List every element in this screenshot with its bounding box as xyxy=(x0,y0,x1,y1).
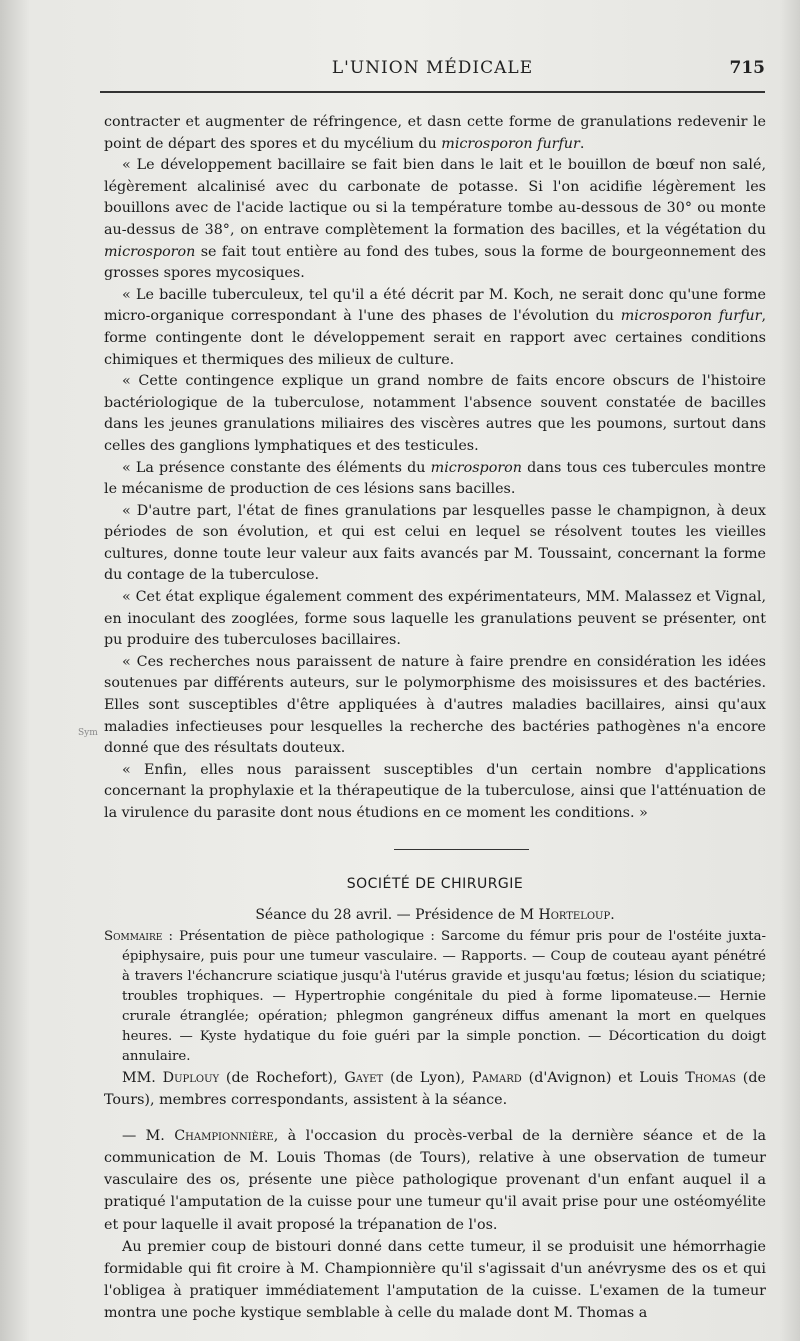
session-line: Séance du 28 avril. — Présidence de M Horteloup. xyxy=(255,907,615,924)
paragraph-hemorrhage: Au premier coup de bistouri donné dans cette tumeur, il se produisit une hémorrhagie formidable qui fit croire à M. Championnière qu'il s'agissait d'un anévrysme des os et qui l'obligea à pratiquer immédiatement l'amputation de la cuisse. L'examen de la tumeur montra une poche kystique semblable à celle du malade dont M. Thomas a xyxy=(104,1238,766,1322)
summary-label: Sommaire xyxy=(104,928,163,944)
paragraph-championniere: — M. Championnière, à l'occasion du procès-verbal de la dernière séance et de la communication de M. Louis Thomas (de Tours), relative à une observation de tumeur vasculaire des os, présente une pièce pathologique provenant d'un enfant auquel il a pratiqué l'amputation de la cuisse pour une tumeur qu'il avait prise pour une ostéomyélite et pour laquelle il avait proposé la trépanation de l'os. xyxy=(104,1127,766,1233)
margin-note: Sym xyxy=(78,728,98,738)
paragraph-5: « La présence constante des éléments du microsporon dans tous ces tubercules montre le mécanisme de production de ces lésions sans bacilles. xyxy=(104,459,767,498)
paragraph-7: « Cet état explique également comment des expérimentateurs, MM. Malassez et Vignal, en inoculant des zooglées, forme sous laquelle les granulations peuvent se présenter, ont pu produire des tuberculoses bacillaires. xyxy=(104,589,766,649)
page-number: 715 xyxy=(729,58,765,78)
paragraph-4: « Cette contingence explique un grand nombre de faits encore obscurs de l'histoire bactériologique de la tuberculose, notamment l'absence souvent constatée de bacilles dans les jeunes granulations miliaires des viscères autres que les poumons, surtout dans celles des ganglions lymphatiques et des testicules. xyxy=(104,373,766,454)
session-body xyxy=(104,1125,766,1325)
paragraph-1: contracter et augmenter de réfringence, et dasn cette forme de granulations redevenir le point de départ des spores et du mycélium du microsporon furfur. xyxy=(104,114,766,152)
page-header xyxy=(100,58,765,92)
running-title: L'UNION MÉDICALE xyxy=(331,58,534,78)
section-title: SOCIÉTÉ DE CHIRURGIE xyxy=(346,875,524,892)
paragraph-3: « Le bacille tuberculeux, tel qu'il a été décrit par M. Koch, ne serait donc qu'une forme micro-organique correspondant à l'une des phases de l'évolution du microsporon furfur, forme contingente dont le développement serait en rapport avec certaines conditions chimiques et thermiques des milieux de culture. xyxy=(104,286,766,368)
section-separator xyxy=(394,849,529,850)
paragraph-2: « Le développement bacillaire se fait bien dans le lait et le bouillon de bœuf non salé, légèrement alcalinisé avec du carbonate de potasse. Si l'on acidifie légèrement les bouillons avec de l'acide lactique ou si la température tombe au-dessous de 30° ou monte au-dessus de 38°, on entrave complètement la formation des bacilles, et la végétation du microsporon se fait tout entière au fond des tubes, sous la forme de bourgeonnement des grosses spores mycosiques. xyxy=(104,157,766,282)
paragraph-6: « D'autre part, l'état de fines granulations par lesquelles passe le champignon, à deux périodes de son évolution, et qui est celui en lequel se résolvent toutes les vieilles cultures, donne toute leur valeur aux faits avancés par M. Toussaint, concernant la forme du contage de la tuberculose. xyxy=(104,502,766,584)
summary: Sommaire : Présentation de pièce pathologique : Sarcome du fémur pris pour de l'ostéite juxta-épiphysaire, puis pour une tumeur vasculaire. — Rapports. — Coup de couteau ayant pénétré à travers l'échancrure sciatique jusqu'à l'utérus gravide et jusqu'au fœtus; lésion du sciatique; troubles trophiques. — Hypertrophie congénitale du pied à forme lipomateuse.— Hernie crurale étranglée; opération; phlegmon gangréneux diffus amenant la mort en quelques heures. — Kyste hydatique du foie guéri par la simple ponction. — Décortication du doigt annulaire. xyxy=(104,928,766,1064)
president-name: Horteloup. xyxy=(538,907,615,924)
text-column xyxy=(104,112,766,1325)
paragraph-8: « Ces recherches nous paraissent de nature à faire prendre en considération les idées soutenues par différents auteurs, sur le polymorphisme des moisissures et des bactéries. Elles sont susceptibles d'être appliquées à d'autres maladies bacillaires, ainsi qu'aux maladies infectieuses pour lesquelles la recherche des bactéries pathogènes n'a encore donné que des résultats douteux. xyxy=(104,653,766,757)
members-present: MM. Duplouy (de Rochefort), Gayet (de Lyon), Pamard (d'Avignon) et Louis Thomas (de Tours), membres correspondants, assistent à la séance. xyxy=(104,1069,766,1108)
header-rule xyxy=(100,91,765,93)
paragraph-9: « Enfin, elles nous paraissent susceptibles d'un certain nombre d'applications concernant la prophylaxie et la thérapeutique de la tuberculose, ainsi que l'atténuation de la virulence du parasite dont nous étudions en ce moment les conditions. » xyxy=(104,761,766,821)
